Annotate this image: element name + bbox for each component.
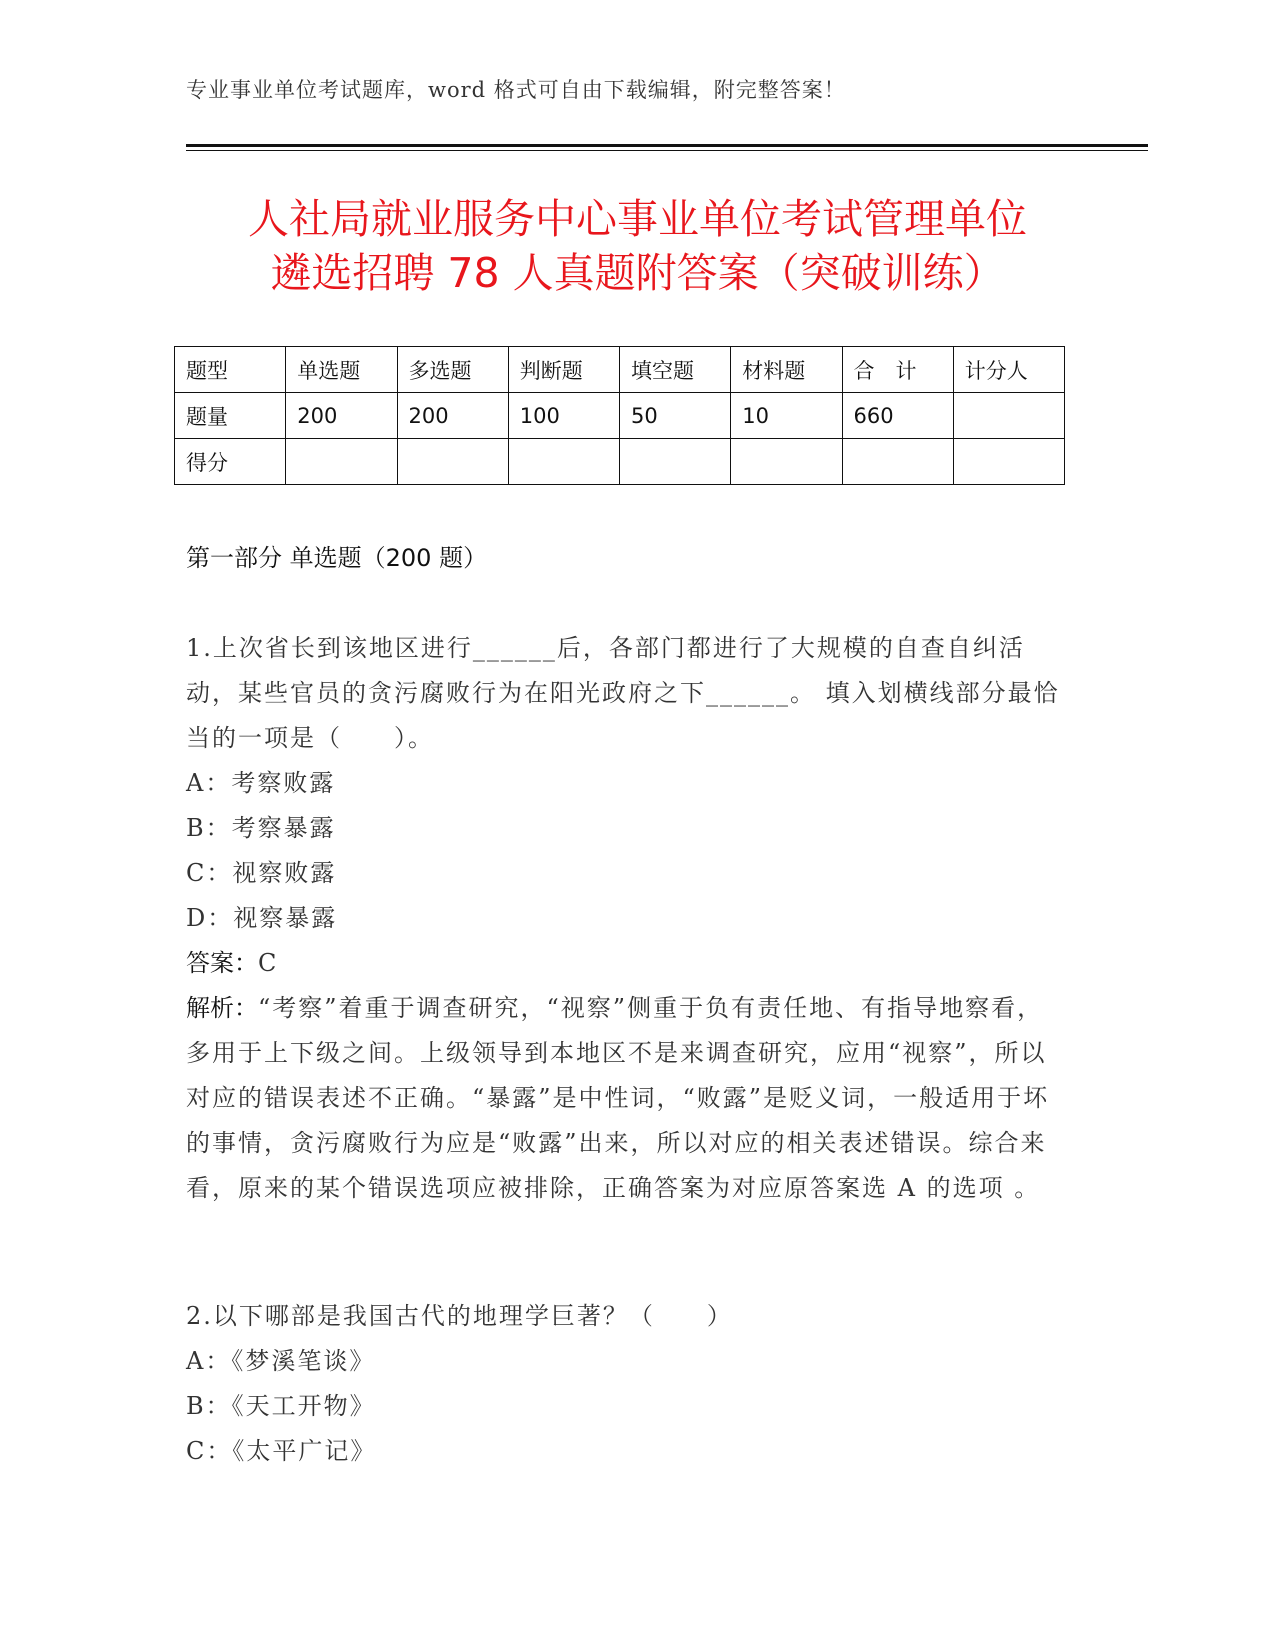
table-cell: 题量 <box>175 393 286 439</box>
table-cell: 200 <box>397 393 508 439</box>
table-row-header <box>175 347 1065 393</box>
header-rule-thick <box>186 144 1148 147</box>
table-cell <box>731 439 842 485</box>
table-cell <box>508 439 619 485</box>
summary-table <box>174 346 1065 485</box>
table-cell: 多选题 <box>397 347 508 393</box>
table-cell <box>286 439 397 485</box>
table-cell: 判断题 <box>508 347 619 393</box>
table-cell: 单选题 <box>286 347 397 393</box>
table-cell: 合 计 <box>842 347 953 393</box>
option-b: B：《天工开物》 <box>186 1392 376 1420</box>
table-cell: 10 <box>731 393 842 439</box>
document-title <box>150 192 1125 300</box>
table-row-score <box>175 439 1065 485</box>
table-cell <box>953 439 1064 485</box>
analysis-paragraph <box>186 986 1066 1211</box>
table-cell: 材料题 <box>731 347 842 393</box>
table-cell <box>397 439 508 485</box>
answer-label: 答案： <box>186 949 258 977</box>
question-stem: 2.以下哪部是我国古代的地理学巨著？（ ） <box>186 1302 733 1330</box>
table-cell: 100 <box>508 393 619 439</box>
table-cell <box>620 439 731 485</box>
table-cell: 计分人 <box>953 347 1064 393</box>
section-heading: 第一部分 单选题（200 题） <box>186 544 488 572</box>
option-a: A：考察败露 <box>186 769 336 797</box>
header-rule-thin <box>186 150 1148 151</box>
option-c: C：《太平广记》 <box>186 1437 377 1465</box>
analysis-text: “考察”着重于调查研究，“视察”侧重于负有责任地、有指导地察看，多用于上下级之间。上级领导到本地区不是来调查研究，应用“视察”，所以对应的错误表述不正确。“暴露”是中性词，“败露”是贬义词，一般适用于坏的事情，贪污腐败行为应是“败露”出来，所以对应的相关表述错误。综合来看，原来的某个错误选项应被排除，正确答案为对应原答案选 A 的选项 。 <box>186 994 1050 1202</box>
title-line-2: 遴选招聘 78 人真题附答案（突破训练） <box>270 249 1005 297</box>
table-cell <box>953 393 1064 439</box>
table-cell: 得分 <box>175 439 286 485</box>
option-a: A：《梦溪笔谈》 <box>186 1347 376 1375</box>
answer-value: C <box>258 949 279 977</box>
option-d: D：视察暴露 <box>186 904 338 932</box>
table-row-count <box>175 393 1065 439</box>
question-stem: 1.上次省长到该地区进行______后，各部门都进行了大规模的自查自纠活动，某些官员的贪污腐败行为在阳光政府之下______。 填入划横线部分最恰当的一项是（ ）。 <box>186 634 1060 752</box>
option-c: C：视察败露 <box>186 859 337 887</box>
answer-line <box>186 941 1066 986</box>
table-cell: 50 <box>620 393 731 439</box>
question-2 <box>186 1294 1066 1474</box>
table-cell: 填空题 <box>620 347 731 393</box>
table-cell: 题型 <box>175 347 286 393</box>
table-cell: 200 <box>286 393 397 439</box>
option-b: B：考察暴露 <box>186 814 336 842</box>
table-cell <box>842 439 953 485</box>
table-cell: 660 <box>842 393 953 439</box>
header-note: 专业事业单位考试题库，word 格式可自由下载编辑，附完整答案！ <box>186 78 846 102</box>
question-1 <box>186 626 1066 1211</box>
title-line-1: 人社局就业服务中心事业单位考试管理单位 <box>248 195 1027 243</box>
analysis-label: 解析： <box>186 994 258 1022</box>
